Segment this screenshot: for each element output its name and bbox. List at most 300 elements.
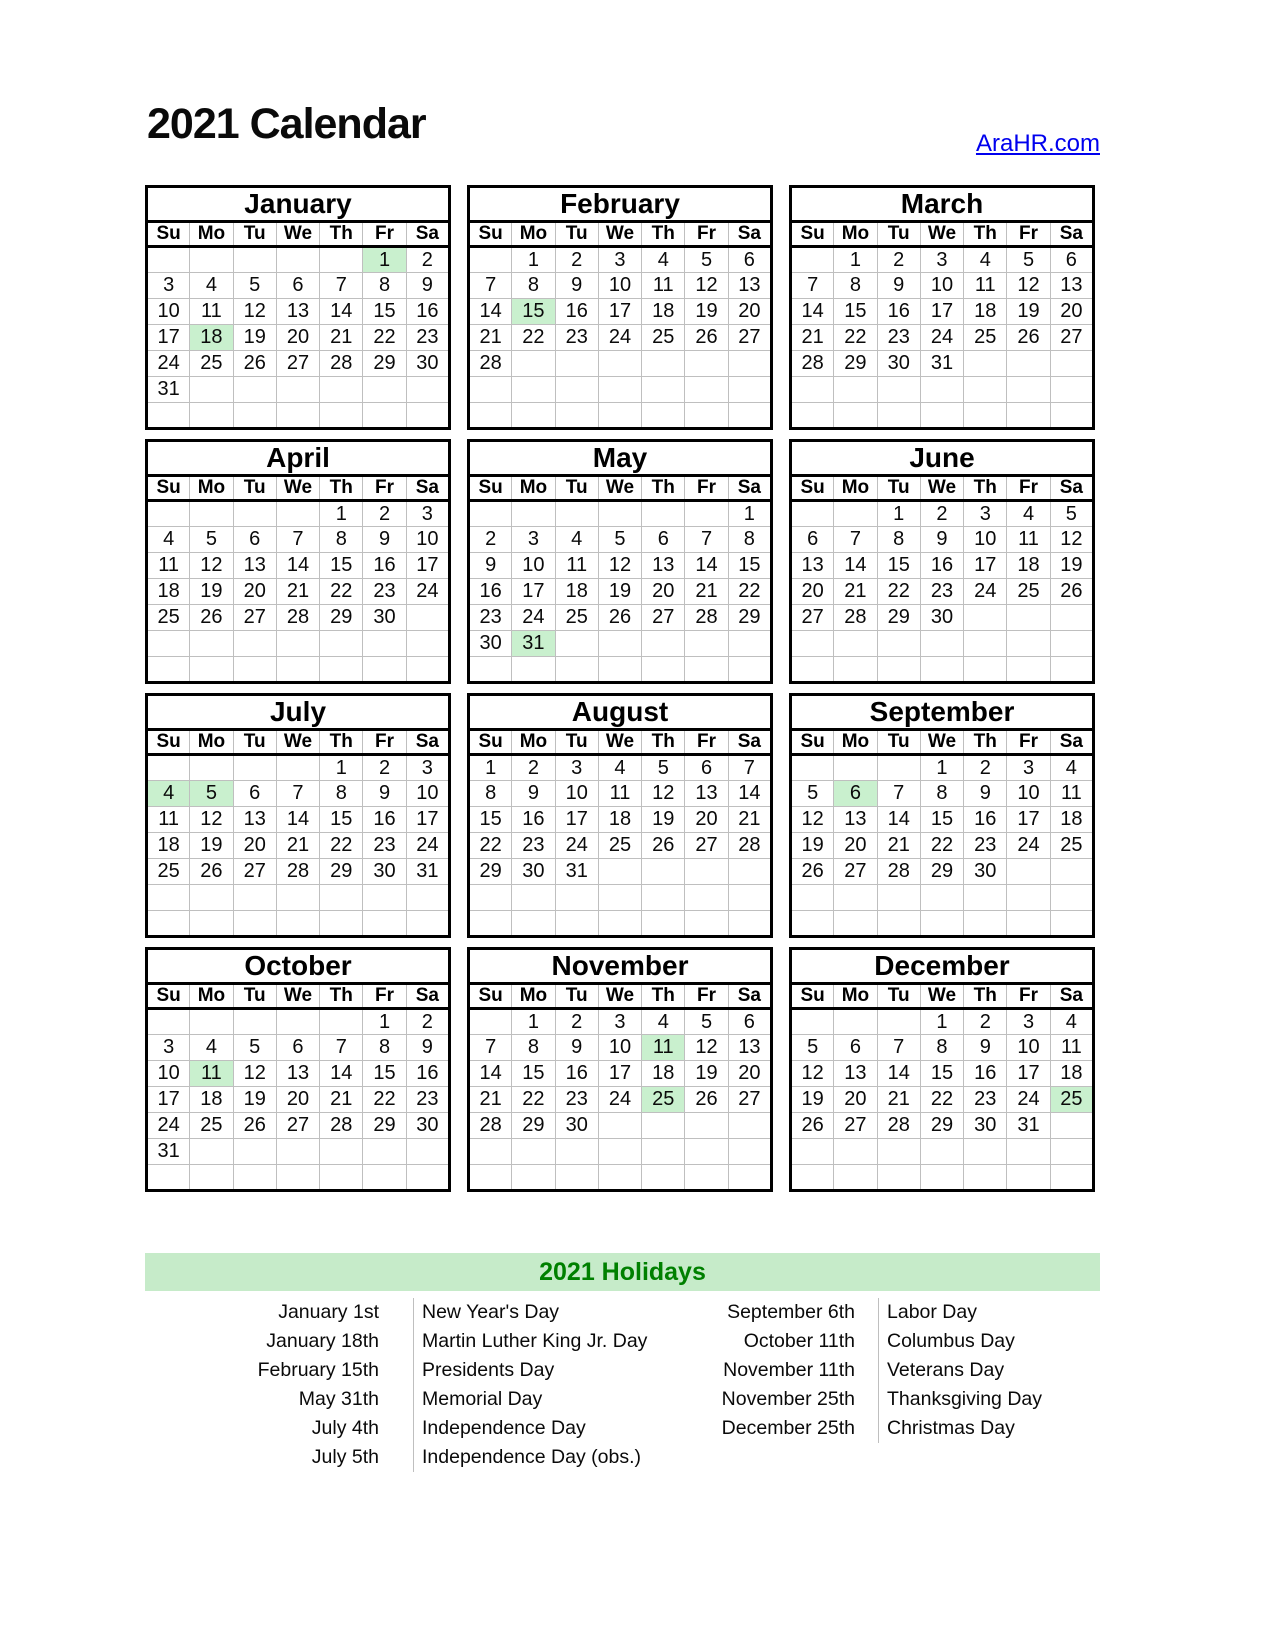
month-april bbox=[145, 439, 451, 684]
month-july bbox=[145, 693, 451, 938]
empty-day-cell bbox=[642, 501, 685, 527]
day-of-week-header: We bbox=[276, 222, 319, 247]
day-cell: 27 bbox=[233, 859, 276, 885]
month-title: April bbox=[147, 441, 450, 476]
day-cell: 6 bbox=[834, 781, 877, 807]
day-cell: 27 bbox=[276, 1113, 319, 1139]
day-cell: 29 bbox=[728, 605, 771, 631]
day-cell: 11 bbox=[1050, 781, 1093, 807]
empty-day-cell bbox=[276, 403, 319, 429]
day-cell: 9 bbox=[363, 527, 406, 553]
day-cell: 20 bbox=[728, 299, 771, 325]
day-cell: 17 bbox=[964, 553, 1007, 579]
day-of-week-header: Th bbox=[642, 476, 685, 501]
day-cell: 7 bbox=[834, 527, 877, 553]
day-cell: 25 bbox=[190, 351, 233, 377]
empty-day-cell bbox=[512, 1139, 555, 1165]
empty-day-cell bbox=[1050, 1139, 1093, 1165]
holiday-date: January 18th bbox=[266, 1330, 379, 1352]
empty-day-cell bbox=[406, 1165, 449, 1191]
day-cell: 25 bbox=[1007, 579, 1050, 605]
empty-day-cell bbox=[190, 377, 233, 403]
day-cell: 16 bbox=[877, 299, 920, 325]
day-of-week-header: Th bbox=[642, 984, 685, 1009]
day-cell: 19 bbox=[233, 325, 276, 351]
day-cell: 9 bbox=[555, 1035, 598, 1061]
day-cell: 22 bbox=[920, 1087, 963, 1113]
day-cell: 28 bbox=[469, 351, 512, 377]
day-cell: 11 bbox=[1050, 1035, 1093, 1061]
empty-day-cell bbox=[406, 911, 449, 937]
day-of-week-header: Su bbox=[147, 222, 190, 247]
day-cell: 29 bbox=[363, 1113, 406, 1139]
day-of-week-header: We bbox=[598, 476, 641, 501]
day-cell: 2 bbox=[555, 247, 598, 273]
day-cell: 19 bbox=[1007, 299, 1050, 325]
holiday-name: Columbus Day bbox=[878, 1327, 1100, 1356]
day-cell: 8 bbox=[512, 1035, 555, 1061]
holiday-name: Christmas Day bbox=[878, 1414, 1100, 1443]
empty-day-cell bbox=[147, 885, 190, 911]
day-of-week-header: Sa bbox=[406, 730, 449, 755]
day-cell: 29 bbox=[920, 1113, 963, 1139]
holiday-name: Veterans Day bbox=[878, 1356, 1100, 1385]
day-cell: 19 bbox=[190, 833, 233, 859]
day-cell: 11 bbox=[642, 273, 685, 299]
day-of-week-header: Su bbox=[469, 222, 512, 247]
day-cell: 10 bbox=[598, 273, 641, 299]
empty-day-cell bbox=[469, 885, 512, 911]
month-title: November bbox=[469, 949, 772, 984]
day-cell: 19 bbox=[598, 579, 641, 605]
empty-day-cell bbox=[920, 1165, 963, 1191]
empty-day-cell bbox=[555, 911, 598, 937]
day-cell: 2 bbox=[363, 755, 406, 781]
day-cell: 14 bbox=[320, 1061, 363, 1087]
day-cell: 14 bbox=[469, 299, 512, 325]
day-cell: 25 bbox=[642, 325, 685, 351]
day-cell: 24 bbox=[964, 579, 1007, 605]
day-cell: 28 bbox=[320, 1113, 363, 1139]
day-cell: 10 bbox=[406, 527, 449, 553]
day-cell: 20 bbox=[233, 579, 276, 605]
empty-day-cell bbox=[320, 885, 363, 911]
day-cell: 18 bbox=[190, 1087, 233, 1113]
day-cell: 30 bbox=[363, 859, 406, 885]
empty-day-cell bbox=[598, 351, 641, 377]
empty-day-cell bbox=[685, 911, 728, 937]
empty-day-cell bbox=[1050, 403, 1093, 429]
day-cell: 21 bbox=[320, 325, 363, 351]
day-of-week-header: Su bbox=[469, 984, 512, 1009]
empty-day-cell bbox=[642, 1139, 685, 1165]
day-cell: 20 bbox=[233, 833, 276, 859]
day-of-week-header: Tu bbox=[555, 476, 598, 501]
empty-day-cell bbox=[147, 403, 190, 429]
day-cell: 21 bbox=[685, 579, 728, 605]
day-of-week-header: Tu bbox=[233, 476, 276, 501]
empty-day-cell bbox=[233, 657, 276, 683]
day-cell: 15 bbox=[469, 807, 512, 833]
day-of-week-header: Su bbox=[791, 984, 834, 1009]
day-cell: 13 bbox=[728, 1035, 771, 1061]
day-cell: 26 bbox=[791, 859, 834, 885]
day-cell: 18 bbox=[147, 579, 190, 605]
day-cell: 24 bbox=[598, 325, 641, 351]
month-title: March bbox=[791, 187, 1094, 222]
day-cell: 2 bbox=[877, 247, 920, 273]
day-cell: 17 bbox=[1007, 807, 1050, 833]
empty-day-cell bbox=[728, 351, 771, 377]
day-cell: 3 bbox=[964, 501, 1007, 527]
empty-day-cell bbox=[1007, 657, 1050, 683]
month-october bbox=[145, 947, 451, 1192]
day-cell: 3 bbox=[406, 501, 449, 527]
empty-day-cell bbox=[834, 1139, 877, 1165]
empty-day-cell bbox=[834, 885, 877, 911]
day-cell: 24 bbox=[1007, 1087, 1050, 1113]
day-cell: 5 bbox=[791, 781, 834, 807]
day-cell: 21 bbox=[834, 579, 877, 605]
day-cell: 6 bbox=[791, 527, 834, 553]
empty-day-cell bbox=[320, 377, 363, 403]
empty-day-cell bbox=[964, 377, 1007, 403]
day-of-week-header: Sa bbox=[1050, 222, 1093, 247]
empty-day-cell bbox=[685, 1139, 728, 1165]
empty-day-cell bbox=[791, 247, 834, 273]
day-cell: 24 bbox=[555, 833, 598, 859]
day-cell: 20 bbox=[685, 807, 728, 833]
day-cell: 21 bbox=[276, 579, 319, 605]
day-cell: 28 bbox=[276, 859, 319, 885]
empty-day-cell bbox=[1007, 859, 1050, 885]
day-cell: 21 bbox=[320, 1087, 363, 1113]
month-title: August bbox=[469, 695, 772, 730]
empty-day-cell bbox=[685, 501, 728, 527]
empty-day-cell bbox=[469, 377, 512, 403]
day-of-week-header: Su bbox=[147, 476, 190, 501]
empty-day-cell bbox=[363, 631, 406, 657]
holiday-date: February 15th bbox=[257, 1359, 379, 1381]
day-cell: 6 bbox=[834, 1035, 877, 1061]
empty-day-cell bbox=[147, 657, 190, 683]
day-cell: 10 bbox=[1007, 781, 1050, 807]
day-cell: 28 bbox=[791, 351, 834, 377]
day-cell: 9 bbox=[920, 527, 963, 553]
day-cell: 1 bbox=[320, 755, 363, 781]
empty-day-cell bbox=[190, 1139, 233, 1165]
day-cell: 27 bbox=[728, 325, 771, 351]
empty-day-cell bbox=[834, 1165, 877, 1191]
holiday-date: October 11th bbox=[743, 1330, 855, 1352]
day-cell: 27 bbox=[791, 605, 834, 631]
day-of-week-header: Sa bbox=[406, 984, 449, 1009]
empty-day-cell bbox=[598, 657, 641, 683]
month-title: June bbox=[791, 441, 1094, 476]
day-cell: 4 bbox=[964, 247, 1007, 273]
day-cell: 17 bbox=[406, 553, 449, 579]
empty-day-cell bbox=[642, 859, 685, 885]
holiday-name: New Year's Day bbox=[413, 1298, 703, 1327]
empty-day-cell bbox=[685, 859, 728, 885]
day-of-week-header: Tu bbox=[877, 984, 920, 1009]
day-cell: 16 bbox=[920, 553, 963, 579]
day-cell: 5 bbox=[1050, 501, 1093, 527]
empty-day-cell bbox=[1050, 605, 1093, 631]
empty-day-cell bbox=[642, 885, 685, 911]
empty-day-cell bbox=[791, 1139, 834, 1165]
month-november bbox=[467, 947, 773, 1192]
day-of-week-header: We bbox=[598, 984, 641, 1009]
day-cell: 23 bbox=[877, 325, 920, 351]
day-cell: 23 bbox=[363, 579, 406, 605]
day-cell: 24 bbox=[406, 833, 449, 859]
empty-day-cell bbox=[964, 605, 1007, 631]
day-cell: 25 bbox=[147, 859, 190, 885]
day-cell: 9 bbox=[406, 1035, 449, 1061]
day-cell: 9 bbox=[964, 781, 1007, 807]
day-of-week-header: Tu bbox=[555, 730, 598, 755]
day-cell: 23 bbox=[406, 1087, 449, 1113]
empty-day-cell bbox=[555, 657, 598, 683]
day-cell: 14 bbox=[877, 807, 920, 833]
day-cell: 13 bbox=[233, 807, 276, 833]
day-cell: 3 bbox=[512, 527, 555, 553]
day-cell: 7 bbox=[877, 1035, 920, 1061]
holiday-name: Independence Day bbox=[413, 1414, 703, 1443]
day-cell: 6 bbox=[1050, 247, 1093, 273]
empty-day-cell bbox=[877, 911, 920, 937]
empty-day-cell bbox=[147, 501, 190, 527]
day-cell: 30 bbox=[964, 1113, 1007, 1139]
day-cell: 31 bbox=[1007, 1113, 1050, 1139]
empty-day-cell bbox=[147, 631, 190, 657]
day-cell: 26 bbox=[233, 1113, 276, 1139]
day-cell: 6 bbox=[276, 273, 319, 299]
month-december bbox=[789, 947, 1095, 1192]
holiday-date: July 4th bbox=[311, 1417, 379, 1439]
day-of-week-header: We bbox=[276, 730, 319, 755]
empty-day-cell bbox=[276, 631, 319, 657]
empty-day-cell bbox=[190, 403, 233, 429]
day-cell: 19 bbox=[233, 1087, 276, 1113]
day-cell: 8 bbox=[469, 781, 512, 807]
day-cell: 25 bbox=[555, 605, 598, 631]
day-of-week-header: Mo bbox=[512, 984, 555, 1009]
day-cell: 8 bbox=[512, 273, 555, 299]
day-cell: 4 bbox=[147, 527, 190, 553]
empty-day-cell bbox=[920, 1139, 963, 1165]
empty-day-cell bbox=[190, 911, 233, 937]
day-cell: 7 bbox=[728, 755, 771, 781]
day-cell: 21 bbox=[877, 833, 920, 859]
day-cell: 12 bbox=[190, 553, 233, 579]
empty-day-cell bbox=[147, 1009, 190, 1035]
day-cell: 12 bbox=[642, 781, 685, 807]
day-cell: 4 bbox=[555, 527, 598, 553]
empty-day-cell bbox=[190, 501, 233, 527]
day-cell: 22 bbox=[920, 833, 963, 859]
empty-day-cell bbox=[233, 911, 276, 937]
day-cell: 10 bbox=[147, 299, 190, 325]
holiday-date: November 25th bbox=[721, 1388, 855, 1410]
day-cell: 6 bbox=[276, 1035, 319, 1061]
site-link[interactable]: AraHR.com bbox=[975, 130, 1100, 157]
day-cell: 16 bbox=[363, 553, 406, 579]
day-cell: 3 bbox=[406, 755, 449, 781]
day-cell: 19 bbox=[685, 299, 728, 325]
day-cell: 1 bbox=[363, 1009, 406, 1035]
day-cell: 4 bbox=[1050, 1009, 1093, 1035]
empty-day-cell bbox=[233, 885, 276, 911]
holiday-name: Memorial Day bbox=[413, 1385, 703, 1414]
day-cell: 20 bbox=[276, 325, 319, 351]
day-of-week-header: Su bbox=[791, 476, 834, 501]
empty-day-cell bbox=[598, 911, 641, 937]
empty-day-cell bbox=[1007, 403, 1050, 429]
day-cell: 13 bbox=[276, 1061, 319, 1087]
empty-day-cell bbox=[233, 1139, 276, 1165]
empty-day-cell bbox=[834, 1009, 877, 1035]
day-cell: 7 bbox=[877, 781, 920, 807]
day-cell: 22 bbox=[512, 1087, 555, 1113]
empty-day-cell bbox=[276, 247, 319, 273]
day-of-week-header: Th bbox=[964, 730, 1007, 755]
day-of-week-header: Th bbox=[642, 730, 685, 755]
empty-day-cell bbox=[363, 1139, 406, 1165]
day-cell: 19 bbox=[1050, 553, 1093, 579]
empty-day-cell bbox=[1007, 377, 1050, 403]
day-cell: 18 bbox=[555, 579, 598, 605]
day-cell: 2 bbox=[406, 1009, 449, 1035]
empty-day-cell bbox=[233, 1165, 276, 1191]
empty-day-cell bbox=[728, 911, 771, 937]
day-of-week-header: Tu bbox=[877, 222, 920, 247]
day-cell: 9 bbox=[406, 273, 449, 299]
empty-day-cell bbox=[147, 247, 190, 273]
day-cell: 15 bbox=[512, 299, 555, 325]
day-cell: 24 bbox=[147, 351, 190, 377]
month-february bbox=[467, 185, 773, 430]
empty-day-cell bbox=[1050, 351, 1093, 377]
empty-day-cell bbox=[791, 657, 834, 683]
day-cell: 26 bbox=[233, 351, 276, 377]
day-cell: 28 bbox=[469, 1113, 512, 1139]
day-of-week-header: Th bbox=[320, 476, 363, 501]
day-of-week-header: Su bbox=[791, 730, 834, 755]
day-cell: 1 bbox=[877, 501, 920, 527]
day-cell: 31 bbox=[512, 631, 555, 657]
day-cell: 12 bbox=[190, 807, 233, 833]
day-cell: 20 bbox=[276, 1087, 319, 1113]
day-cell: 27 bbox=[834, 1113, 877, 1139]
day-cell: 8 bbox=[834, 273, 877, 299]
day-cell: 1 bbox=[512, 1009, 555, 1035]
day-cell: 17 bbox=[406, 807, 449, 833]
empty-day-cell bbox=[320, 631, 363, 657]
empty-day-cell bbox=[1050, 859, 1093, 885]
day-cell: 27 bbox=[276, 351, 319, 377]
day-cell: 19 bbox=[190, 579, 233, 605]
day-cell: 14 bbox=[685, 553, 728, 579]
empty-day-cell bbox=[469, 911, 512, 937]
day-of-week-header: Fr bbox=[1007, 222, 1050, 247]
day-cell: 13 bbox=[1050, 273, 1093, 299]
day-cell: 17 bbox=[920, 299, 963, 325]
empty-day-cell bbox=[1050, 657, 1093, 683]
empty-day-cell bbox=[964, 885, 1007, 911]
empty-day-cell bbox=[320, 1165, 363, 1191]
day-cell: 17 bbox=[598, 1061, 641, 1087]
empty-day-cell bbox=[320, 1139, 363, 1165]
day-of-week-header: Fr bbox=[685, 984, 728, 1009]
empty-day-cell bbox=[555, 403, 598, 429]
holiday-date: September 6th bbox=[727, 1301, 855, 1323]
day-cell: 11 bbox=[642, 1035, 685, 1061]
day-cell: 15 bbox=[512, 1061, 555, 1087]
empty-day-cell bbox=[642, 657, 685, 683]
day-cell: 3 bbox=[1007, 1009, 1050, 1035]
empty-day-cell bbox=[406, 631, 449, 657]
day-cell: 5 bbox=[190, 527, 233, 553]
day-cell: 30 bbox=[920, 605, 963, 631]
day-cell: 2 bbox=[964, 755, 1007, 781]
holiday-name: Martin Luther King Jr. Day bbox=[413, 1327, 703, 1356]
empty-day-cell bbox=[728, 377, 771, 403]
empty-day-cell bbox=[920, 403, 963, 429]
day-cell: 11 bbox=[598, 781, 641, 807]
empty-day-cell bbox=[964, 657, 1007, 683]
day-cell: 16 bbox=[964, 1061, 1007, 1087]
day-cell: 13 bbox=[728, 273, 771, 299]
day-of-week-header: We bbox=[920, 222, 963, 247]
holiday-name: Labor Day bbox=[878, 1298, 1100, 1327]
empty-day-cell bbox=[190, 885, 233, 911]
day-cell: 8 bbox=[920, 1035, 963, 1061]
holiday-name: Independence Day (obs.) bbox=[413, 1443, 703, 1472]
day-cell: 30 bbox=[469, 631, 512, 657]
day-cell: 5 bbox=[598, 527, 641, 553]
day-of-week-header: Sa bbox=[728, 476, 771, 501]
day-cell: 15 bbox=[363, 299, 406, 325]
day-cell: 23 bbox=[406, 325, 449, 351]
day-cell: 24 bbox=[147, 1113, 190, 1139]
day-cell: 30 bbox=[964, 859, 1007, 885]
day-cell: 17 bbox=[555, 807, 598, 833]
empty-day-cell bbox=[791, 1165, 834, 1191]
holiday-date: December 25th bbox=[721, 1417, 855, 1439]
empty-day-cell bbox=[406, 1139, 449, 1165]
empty-day-cell bbox=[642, 631, 685, 657]
day-cell: 11 bbox=[147, 807, 190, 833]
empty-day-cell bbox=[320, 911, 363, 937]
day-cell: 25 bbox=[642, 1087, 685, 1113]
day-of-week-header: Tu bbox=[555, 984, 598, 1009]
day-cell: 6 bbox=[642, 527, 685, 553]
day-of-week-header: We bbox=[276, 476, 319, 501]
empty-day-cell bbox=[363, 885, 406, 911]
empty-day-cell bbox=[555, 377, 598, 403]
day-cell: 23 bbox=[964, 833, 1007, 859]
empty-day-cell bbox=[598, 501, 641, 527]
day-cell: 30 bbox=[406, 1113, 449, 1139]
empty-day-cell bbox=[1050, 377, 1093, 403]
day-cell: 4 bbox=[598, 755, 641, 781]
empty-day-cell bbox=[512, 377, 555, 403]
empty-day-cell bbox=[877, 1139, 920, 1165]
day-cell: 8 bbox=[363, 1035, 406, 1061]
day-cell: 4 bbox=[1050, 755, 1093, 781]
